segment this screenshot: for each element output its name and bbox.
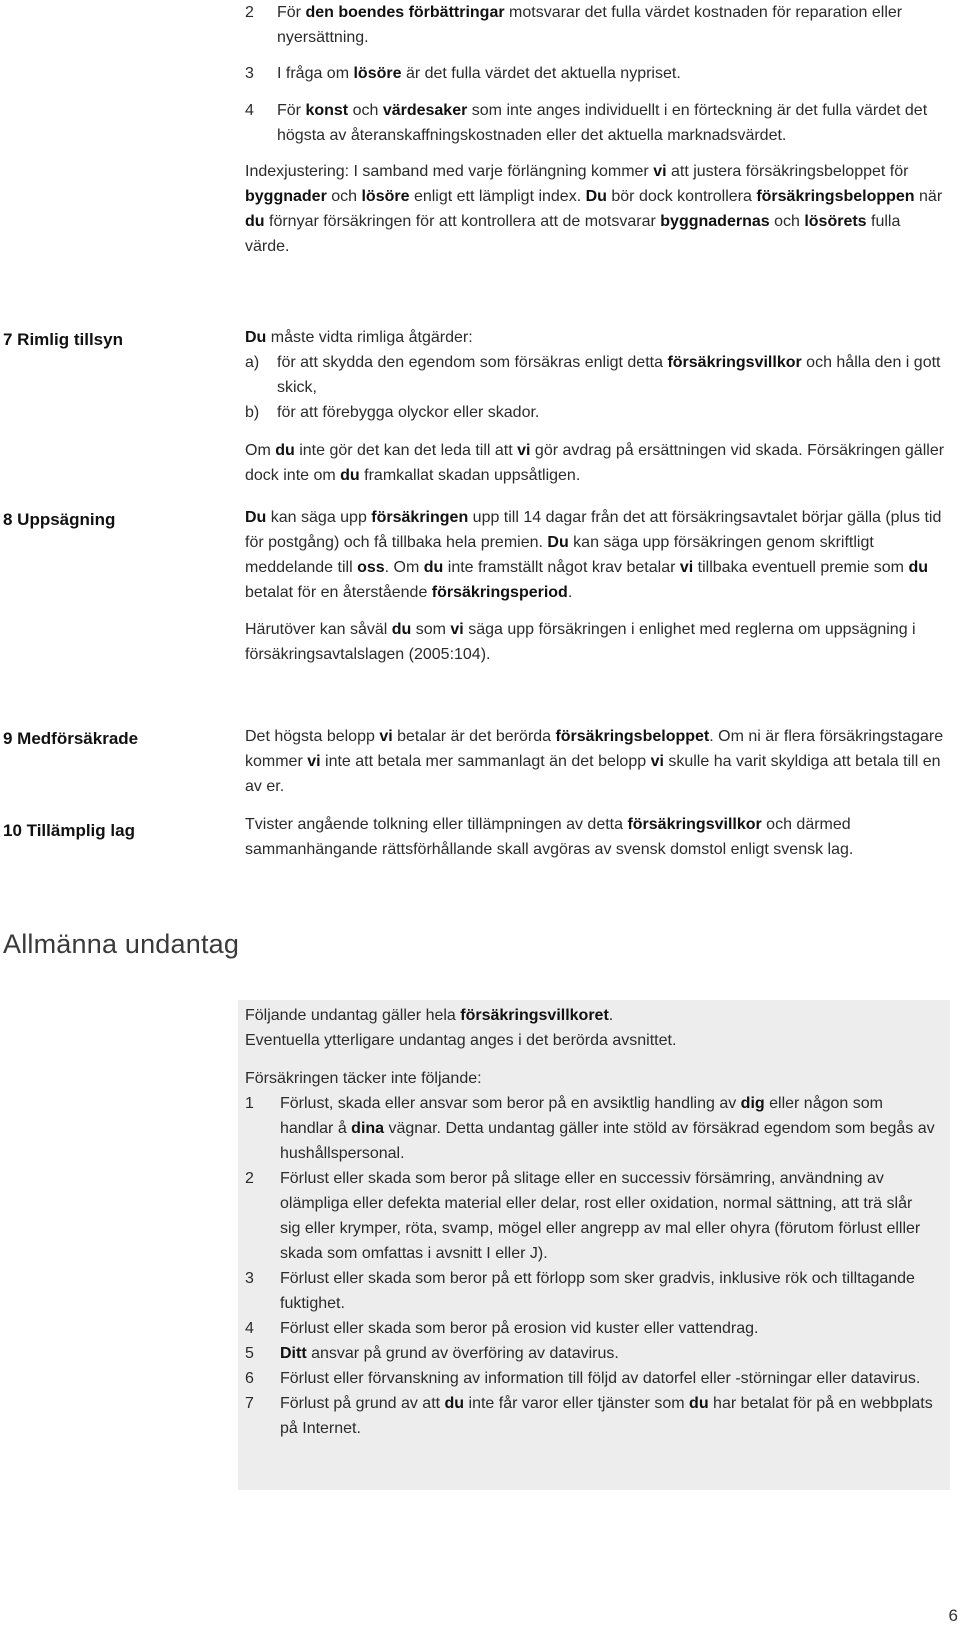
list-item xyxy=(245,1316,935,1341)
section-heading-medforsakrade: 9 Medförsäkrade xyxy=(3,729,139,748)
list-item xyxy=(245,400,945,425)
list-item xyxy=(245,1091,935,1166)
section-intro: Du måste vidta rimliga åtgärder: xyxy=(245,329,473,346)
list-item xyxy=(245,98,945,148)
list-item xyxy=(245,1166,935,1266)
exceptions-intro: Eventuella ytterligare undantag anges i det berörda avsnittet. xyxy=(245,1032,677,1049)
section-title-allmanna-undantag: Allmänna undantag xyxy=(3,929,240,959)
list-item xyxy=(245,1366,935,1391)
section-uppsagning xyxy=(245,505,945,667)
list-text: för att skydda den egendom som försäkras enligt detta försäkringsvillkor och hålla den i gott skick, xyxy=(277,354,941,396)
list-item xyxy=(245,61,945,86)
list-text: Förlust eller förvanskning av information till följd av datorfel eller -störningar eller datavirus. xyxy=(280,1370,921,1387)
page-number: 6 xyxy=(948,1606,958,1625)
exceptions-content xyxy=(245,1003,935,1441)
list-number: 5 xyxy=(245,1345,254,1362)
section-heading-uppsagning: 8 Uppsägning xyxy=(3,510,116,529)
list-number: 4 xyxy=(245,102,254,119)
list-number: 6 xyxy=(245,1370,254,1387)
list-text: Förlust eller skada som beror på ett förlopp som sker gradvis, inklusive rök och tilltagande fuktighet. xyxy=(280,1270,915,1312)
section-paragraph: Tvister angående tolkning eller tillämpningen av detta försäkringsvillkor och därmed sammanhängande rättsförhållande skall avgöras av svensk domstol enligt svensk lag. xyxy=(245,816,854,858)
list-letter: b) xyxy=(245,404,260,421)
exceptions-list xyxy=(245,1091,935,1441)
list-text: I fråga om lösöre är det fulla värdet det aktuella nypriset. xyxy=(277,65,681,82)
list-text: För konst och värdesaker som inte anges individuellt i en förteckning är det fulla värdet det högsta av återanskaffningskostnaden eller det aktuella marknadsvärdet. xyxy=(277,102,928,144)
list-item xyxy=(245,0,945,50)
list-number: 1 xyxy=(245,1095,254,1112)
exceptions-intro: Följande undantag gäller hela försäkringsvillkoret. xyxy=(245,1007,614,1024)
list-number: 2 xyxy=(245,4,254,21)
section-paragraph: Härutöver kan såväl du som vi säga upp försäkringen i enlighet med reglerna om uppsägning i försäkringsavtalslagen (2005:104). xyxy=(245,621,916,663)
indexjustering-paragraph: Indexjustering: I samband med varje förlängning kommer vi att justera försäkringsbeloppet för byggnader och lösöre enligt ett lämpligt index. Du bör dock kontrollera försäkringsbeloppen när du förnyar försäkringen för att kontrollera att de motsvarar byggnadernas och lösörets fulla värde. xyxy=(245,163,943,255)
list-number: 2 xyxy=(245,1170,254,1187)
list-number: 3 xyxy=(245,65,254,82)
list-item xyxy=(245,1391,935,1441)
section-paragraph: Det högsta belopp vi betalar är det berörda försäkringsbeloppet. Om ni är flera försäkringstagare kommer vi inte att betala mer sammanlagt än det belopp vi skulle ha varit skyldiga att betala till en av er. xyxy=(245,728,944,795)
section-heading-rimlig-tillsyn: 7 Rimlig tillsyn xyxy=(3,330,123,349)
list-number: 3 xyxy=(245,1270,254,1287)
list-number: 4 xyxy=(245,1320,254,1337)
list-text: Förlust på grund av att du inte får varor eller tjänster som du har betalat för på en webbplats på Internet. xyxy=(280,1395,933,1437)
list-text: Förlust, skada eller ansvar som beror på en avsiktlig handling av dig eller någon som handlar å dina vägnar. Detta undantag gäller inte stöld av försäkrad egendom som begås av hushållspersonal. xyxy=(280,1095,935,1162)
list-text: Förlust eller skada som beror på slitage eller en successiv försämring, användning av olämpliga eller defekta material eller delar, rost eller oxidation, normal sättning, att trä slår sig eller krymper, röta, svamp, mögel eller angrepp av mal eller ohyra (förutom förlust elller skada som omfattas i avsnitt I eller J). xyxy=(280,1170,921,1262)
section-paragraph: Om du inte gör det kan det leda till att vi gör avdrag på ersättningen vid skada. Försäkringen gäller dock inte om du framkallat skadan uppsåtligen. xyxy=(245,442,945,484)
exceptions-lead: Försäkringen täcker inte följande: xyxy=(245,1070,482,1087)
list-letter: a) xyxy=(245,354,260,371)
list-number: 7 xyxy=(245,1395,254,1412)
list-item xyxy=(245,1341,935,1366)
section-paragraph: Du kan säga upp försäkringen upp till 14 dagar från det att försäkringsavtalet börjar gälla (plus tid för postgång) och få tillbaka hela premien. Du kan säga upp försäkringen genom skriftligt meddelande till oss. Om du inte framställt något krav betalar vi tillbaka eventuell premie som du betalat för en återstående försäkringsperiod. xyxy=(245,509,942,601)
list-item xyxy=(245,350,945,400)
top-list xyxy=(245,0,945,259)
list-text: För den boendes förbättringar motsvarar det fulla värdet kostnaden för reparation eller nyersättning. xyxy=(277,4,903,46)
section-heading-tillamplig-lag: 10 Tillämplig lag xyxy=(3,821,135,840)
list-item xyxy=(245,1266,935,1316)
section-tillamplig-lag xyxy=(245,812,945,862)
list-text: för att förebygga olyckor eller skador. xyxy=(277,404,540,421)
list-text: Förlust eller skada som beror på erosion vid kuster eller vattendrag. xyxy=(280,1320,759,1337)
section-rimlig-tillsyn xyxy=(245,325,945,488)
section-medforsakrade xyxy=(245,724,945,799)
list-text: Ditt ansvar på grund av överföring av datavirus. xyxy=(280,1345,619,1362)
